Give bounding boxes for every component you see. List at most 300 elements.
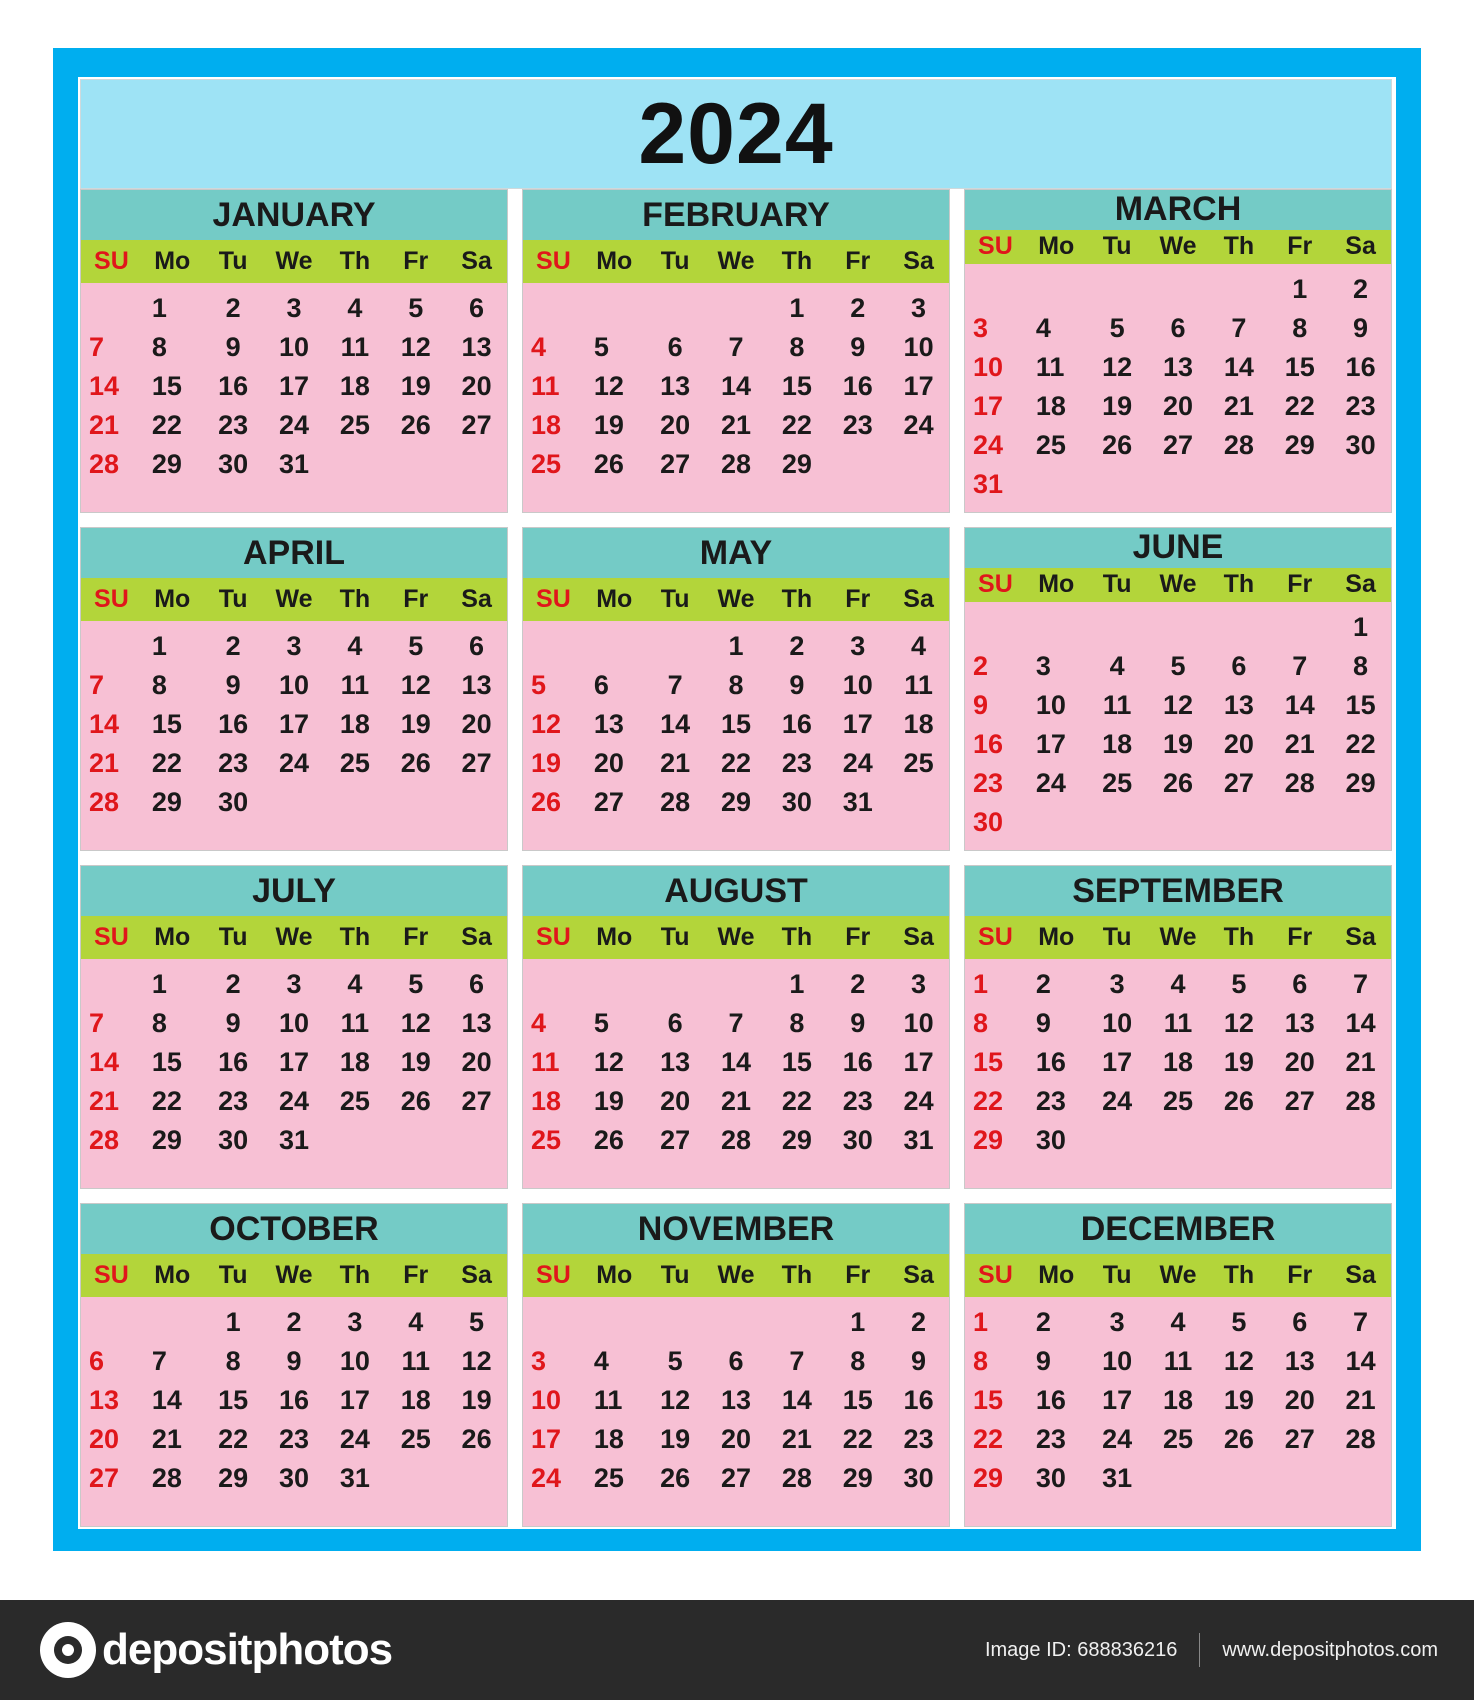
- date: 11: [1163, 1346, 1193, 1376]
- empty-cell: [142, 1303, 203, 1342]
- date: 1: [151, 969, 167, 999]
- date: 7: [728, 332, 744, 362]
- month-february: [522, 189, 950, 513]
- sunday-date: 16: [973, 729, 1004, 759]
- year-title: 2024: [638, 85, 834, 182]
- date: 21: [720, 410, 752, 440]
- date: 28: [1345, 1424, 1376, 1454]
- date: 13: [1223, 690, 1254, 720]
- date: 14: [1345, 1008, 1376, 1038]
- sunday-date: 7: [89, 1008, 105, 1038]
- day-grid: [965, 602, 1391, 850]
- date: 4: [1109, 651, 1125, 681]
- date: 12: [1223, 1346, 1254, 1376]
- weekday-label: Sa: [1345, 232, 1376, 261]
- weekday-row: [523, 240, 949, 283]
- date: 20: [461, 709, 492, 739]
- sunday-date: 22: [973, 1086, 1004, 1116]
- date: 24: [842, 748, 873, 778]
- date: 4: [347, 293, 363, 323]
- date: 27: [720, 1463, 752, 1493]
- sunday-date: 23: [973, 768, 1004, 798]
- date: 16: [1035, 1047, 1066, 1077]
- date: 1: [1353, 612, 1369, 642]
- weekday-label: We: [275, 1261, 313, 1289]
- date: 29: [151, 787, 182, 817]
- date: 22: [781, 410, 812, 440]
- date: 29: [151, 1125, 182, 1155]
- month-name: APRIL: [81, 528, 507, 578]
- image-id: Image ID: 688836216: [984, 1638, 1178, 1661]
- date: 17: [1102, 1047, 1133, 1077]
- sunday-date: 4: [531, 1008, 547, 1038]
- camera-lens-icon: [40, 1622, 96, 1678]
- weekday-label: Tu: [1102, 570, 1132, 599]
- date: 24: [903, 410, 934, 440]
- date: 14: [1345, 1346, 1376, 1376]
- sunday-date: 14: [89, 709, 120, 739]
- month-name: MAY: [523, 528, 949, 578]
- sunday-date: 12: [531, 709, 562, 739]
- date: 6: [667, 1008, 683, 1038]
- date: 26: [593, 449, 624, 479]
- date: 3: [1109, 1307, 1125, 1337]
- date: 15: [781, 371, 812, 401]
- date: 30: [781, 787, 812, 817]
- date: 11: [593, 1385, 623, 1415]
- empty-cell: [965, 270, 1026, 309]
- date: 5: [408, 293, 424, 323]
- date: 5: [593, 1008, 609, 1038]
- date: 23: [278, 1424, 310, 1454]
- date: 21: [781, 1424, 812, 1454]
- date: 25: [339, 410, 370, 440]
- date: 20: [660, 410, 691, 440]
- date: 26: [1162, 768, 1194, 798]
- year-banner: [80, 79, 1392, 189]
- date: 24: [1102, 1424, 1133, 1454]
- date: 27: [461, 1086, 492, 1116]
- date: 11: [401, 1346, 430, 1376]
- sunday-date: 25: [531, 1125, 562, 1155]
- weekday-label: Th: [339, 1261, 371, 1289]
- footer-info: [985, 1633, 1438, 1667]
- date: 23: [842, 410, 873, 440]
- date: 17: [339, 1385, 370, 1415]
- empty-cell: [523, 289, 584, 328]
- weekday-label: We: [275, 585, 313, 613]
- sunday-date: 13: [89, 1385, 120, 1415]
- empty-cell: [584, 965, 645, 1004]
- date: 25: [593, 1463, 624, 1493]
- weekday-label: SU: [536, 1261, 571, 1289]
- date: 5: [1170, 651, 1186, 681]
- date: 2: [225, 969, 241, 999]
- date: 9: [789, 670, 805, 700]
- sunday-date: 7: [89, 332, 105, 362]
- day-grid: [523, 621, 949, 850]
- months-grid: [80, 189, 1392, 1527]
- date: 30: [278, 1463, 310, 1493]
- date: 7: [151, 1346, 167, 1376]
- date: 29: [720, 787, 752, 817]
- month-august: [522, 865, 950, 1189]
- date: 25: [1102, 768, 1133, 798]
- brand-name: depositphotos: [102, 1625, 393, 1674]
- date: 22: [1284, 391, 1315, 421]
- date: 25: [1035, 430, 1066, 460]
- weekday-label: Mo: [1038, 1261, 1075, 1289]
- date: 26: [400, 1086, 431, 1116]
- date: 8: [850, 1346, 866, 1376]
- day-grid: [523, 1297, 949, 1526]
- date: 12: [400, 670, 431, 700]
- date: 14: [1223, 352, 1254, 382]
- date: 25: [1162, 1086, 1194, 1116]
- date: 18: [1102, 729, 1133, 759]
- date: 22: [151, 410, 182, 440]
- weekday-row: [523, 916, 949, 959]
- month-march: [964, 189, 1392, 513]
- date: 29: [1345, 768, 1376, 798]
- sunday-date: 19: [531, 748, 562, 778]
- date: 28: [151, 1463, 182, 1493]
- weekday-label: SU: [536, 247, 571, 275]
- date: 26: [1102, 430, 1133, 460]
- date: 13: [660, 1047, 691, 1077]
- sunday-date: 29: [973, 1125, 1004, 1155]
- date: 7: [667, 670, 683, 700]
- date: 31: [278, 1125, 310, 1155]
- date: 1: [789, 293, 805, 323]
- date: 19: [1162, 729, 1194, 759]
- date: 9: [286, 1346, 302, 1376]
- date: 26: [1223, 1086, 1254, 1116]
- month-name: NOVEMBER: [523, 1204, 949, 1254]
- date: 12: [461, 1346, 492, 1376]
- date: 20: [461, 371, 492, 401]
- site-url: www.depositphotos.com: [1222, 1638, 1438, 1661]
- month-june: [964, 527, 1392, 851]
- date: 21: [720, 1086, 752, 1116]
- weekday-label: We: [275, 247, 313, 275]
- weekday-label: Fr: [1287, 232, 1313, 261]
- date: 27: [1162, 430, 1194, 460]
- sunday-date: 9: [973, 690, 989, 720]
- weekday-label: Fr: [403, 1261, 429, 1289]
- date: 12: [593, 1047, 624, 1077]
- weekday-label: SU: [978, 232, 1013, 261]
- weekday-label: SU: [978, 570, 1013, 599]
- weekday-row: [965, 568, 1391, 602]
- empty-cell: [584, 289, 645, 328]
- sunday-date: 8: [973, 1008, 989, 1038]
- weekday-label: Mo: [596, 247, 633, 275]
- weekday-label: Mo: [596, 1261, 633, 1289]
- date: 22: [151, 1086, 182, 1116]
- date: 23: [1035, 1424, 1066, 1454]
- sunday-date: 6: [89, 1346, 105, 1376]
- date: 13: [593, 709, 624, 739]
- date: 27: [461, 748, 492, 778]
- date: 16: [842, 1047, 873, 1077]
- weekday-label: Tu: [1102, 923, 1132, 951]
- date: 20: [1284, 1385, 1315, 1415]
- date: 28: [1345, 1086, 1376, 1116]
- date: 31: [842, 787, 873, 817]
- date: 1: [225, 1307, 241, 1337]
- weekday-label: Fr: [403, 247, 429, 275]
- empty-cell: [706, 1303, 767, 1342]
- date: 18: [339, 1047, 370, 1077]
- date: 31: [1102, 1463, 1133, 1493]
- empty-cell: [1148, 270, 1209, 309]
- date: 4: [1170, 1307, 1186, 1337]
- date: 14: [720, 1047, 752, 1077]
- weekday-row: [523, 578, 949, 621]
- date: 10: [903, 332, 934, 362]
- date: 14: [1284, 690, 1315, 720]
- date: 21: [1284, 729, 1315, 759]
- date: 2: [225, 631, 241, 661]
- date: 9: [1035, 1346, 1051, 1376]
- weekday-label: Mo: [1038, 232, 1075, 261]
- date: 10: [278, 1008, 310, 1038]
- month-september: [964, 865, 1392, 1189]
- empty-cell: [645, 289, 706, 328]
- date: 2: [225, 293, 241, 323]
- date: 16: [1345, 352, 1376, 382]
- sunday-date: 28: [89, 787, 120, 817]
- weekday-label: Sa: [903, 247, 934, 275]
- date: 11: [1102, 690, 1132, 720]
- weekday-label: Sa: [903, 1261, 934, 1289]
- date: 27: [660, 1125, 691, 1155]
- date: 3: [286, 969, 302, 999]
- date: 17: [1035, 729, 1066, 759]
- date: 10: [1035, 690, 1066, 720]
- date: 18: [1035, 391, 1066, 421]
- date: 28: [781, 1463, 812, 1493]
- date: 7: [728, 1008, 744, 1038]
- calendar-frame: [53, 48, 1421, 1551]
- date: 15: [1345, 690, 1376, 720]
- sunday-date: 18: [531, 410, 562, 440]
- sunday-date: 29: [973, 1463, 1004, 1493]
- date: 20: [1162, 391, 1194, 421]
- date: 21: [151, 1424, 182, 1454]
- weekday-label: Sa: [1345, 570, 1376, 599]
- day-grid: [81, 1297, 507, 1526]
- sunday-date: 24: [531, 1463, 562, 1493]
- date: 1: [151, 293, 167, 323]
- date: 11: [1035, 352, 1065, 382]
- weekday-label: Mo: [154, 585, 191, 613]
- date: 27: [1284, 1424, 1315, 1454]
- empty-cell: [523, 1303, 584, 1342]
- weekday-label: Tu: [660, 247, 690, 275]
- date: 29: [781, 1125, 812, 1155]
- date: 13: [1284, 1346, 1315, 1376]
- date: 12: [593, 371, 624, 401]
- date: 18: [593, 1424, 624, 1454]
- date: 2: [789, 631, 805, 661]
- date: 28: [720, 1125, 752, 1155]
- empty-cell: [1208, 270, 1269, 309]
- date: 7: [1353, 969, 1369, 999]
- empty-cell: [645, 965, 706, 1004]
- sunday-date: 10: [531, 1385, 562, 1415]
- date: 23: [218, 748, 249, 778]
- date: 2: [850, 293, 866, 323]
- weekday-label: Tu: [218, 247, 248, 275]
- date: 2: [911, 1307, 927, 1337]
- weekday-label: Mo: [154, 247, 191, 275]
- date: 14: [151, 1385, 182, 1415]
- date: 8: [225, 1346, 241, 1376]
- date: 13: [461, 332, 492, 362]
- date: 11: [340, 332, 370, 362]
- empty-cell: [1208, 608, 1269, 647]
- date: 21: [1223, 391, 1254, 421]
- date: 20: [461, 1047, 492, 1077]
- date: 2: [1035, 1307, 1051, 1337]
- date: 19: [593, 1086, 624, 1116]
- date: 19: [1102, 391, 1133, 421]
- date: 18: [400, 1385, 431, 1415]
- date: 26: [400, 410, 431, 440]
- weekday-label: Sa: [1345, 923, 1376, 951]
- date: 17: [842, 709, 873, 739]
- date: 17: [278, 371, 310, 401]
- date: 15: [151, 371, 182, 401]
- date: 5: [408, 969, 424, 999]
- sunday-date: 14: [89, 371, 120, 401]
- date: 2: [286, 1307, 302, 1337]
- date: 30: [218, 1125, 249, 1155]
- sunday-date: 25: [531, 449, 562, 479]
- sunday-date: 3: [973, 313, 989, 343]
- weekday-label: SU: [536, 585, 571, 613]
- date: 17: [1102, 1385, 1133, 1415]
- weekday-label: Sa: [1345, 1261, 1376, 1289]
- day-grid: [81, 959, 507, 1188]
- date: 9: [225, 670, 241, 700]
- month-name: JANUARY: [81, 190, 507, 240]
- date: 19: [400, 709, 431, 739]
- sunday-date: 2: [973, 651, 989, 681]
- weekday-label: Tu: [218, 923, 248, 951]
- date: 23: [218, 1086, 249, 1116]
- date: 24: [1035, 768, 1066, 798]
- weekday-label: Sa: [461, 585, 492, 613]
- date: 4: [1035, 313, 1051, 343]
- weekday-label: Th: [1223, 923, 1255, 951]
- date: 2: [850, 969, 866, 999]
- weekday-label: Th: [1223, 1261, 1255, 1289]
- month-name: OCTOBER: [81, 1204, 507, 1254]
- month-may: [522, 527, 950, 851]
- date: 9: [225, 332, 241, 362]
- sunday-date: 8: [973, 1346, 989, 1376]
- date: 24: [903, 1086, 934, 1116]
- date: 3: [347, 1307, 363, 1337]
- date: 12: [400, 332, 431, 362]
- date: 6: [667, 332, 683, 362]
- sunday-date: 15: [973, 1047, 1004, 1077]
- date: 6: [1292, 969, 1308, 999]
- empty-cell: [584, 627, 645, 666]
- date: 4: [408, 1307, 424, 1337]
- empty-cell: [1148, 608, 1209, 647]
- sunday-date: 14: [89, 1047, 120, 1077]
- weekday-label: Mo: [596, 923, 633, 951]
- date: 19: [1223, 1385, 1254, 1415]
- date: 17: [903, 371, 934, 401]
- weekday-label: Fr: [1287, 1261, 1313, 1289]
- date: 18: [1162, 1047, 1194, 1077]
- weekday-label: We: [1159, 1261, 1197, 1289]
- weekday-label: We: [275, 923, 313, 951]
- date: 30: [1345, 430, 1376, 460]
- date: 7: [789, 1346, 805, 1376]
- date: 22: [1345, 729, 1376, 759]
- weekday-row: [965, 916, 1391, 959]
- date: 24: [278, 1086, 310, 1116]
- empty-cell: [1269, 608, 1330, 647]
- date: 21: [1345, 1385, 1376, 1415]
- date: 28: [1223, 430, 1254, 460]
- weekday-label: Fr: [1287, 570, 1313, 599]
- date: 8: [151, 1008, 167, 1038]
- weekday-label: Fr: [1287, 923, 1313, 951]
- date: 5: [1231, 969, 1247, 999]
- weekday-label: SU: [94, 923, 129, 951]
- date: 17: [278, 709, 310, 739]
- date: 5: [1231, 1307, 1247, 1337]
- sunday-date: 22: [973, 1424, 1004, 1454]
- date: 12: [400, 1008, 431, 1038]
- date: 11: [340, 1008, 370, 1038]
- sunday-date: 11: [531, 1047, 560, 1077]
- weekday-label: SU: [94, 1261, 129, 1289]
- date: 22: [218, 1424, 249, 1454]
- month-october: [80, 1203, 508, 1527]
- empty-cell: [1087, 608, 1148, 647]
- date: 10: [1102, 1346, 1133, 1376]
- month-november: [522, 1203, 950, 1527]
- date: 21: [1345, 1047, 1376, 1077]
- date: 13: [720, 1385, 752, 1415]
- empty-cell: [1087, 270, 1148, 309]
- date: 15: [151, 1047, 182, 1077]
- empty-cell: [706, 289, 767, 328]
- date: 12: [1102, 352, 1133, 382]
- date: 7: [1292, 651, 1308, 681]
- date: 7: [1353, 1307, 1369, 1337]
- date: 4: [593, 1346, 609, 1376]
- sunday-date: 28: [89, 449, 120, 479]
- date: 8: [1292, 313, 1308, 343]
- date: 11: [1163, 1008, 1193, 1038]
- sunday-date: 30: [973, 807, 1004, 837]
- date: 6: [1170, 313, 1186, 343]
- date: 4: [1170, 969, 1186, 999]
- weekday-label: Th: [781, 585, 813, 613]
- weekday-label: Fr: [845, 247, 871, 275]
- empty-cell: [81, 965, 142, 1004]
- weekday-label: Fr: [845, 923, 871, 951]
